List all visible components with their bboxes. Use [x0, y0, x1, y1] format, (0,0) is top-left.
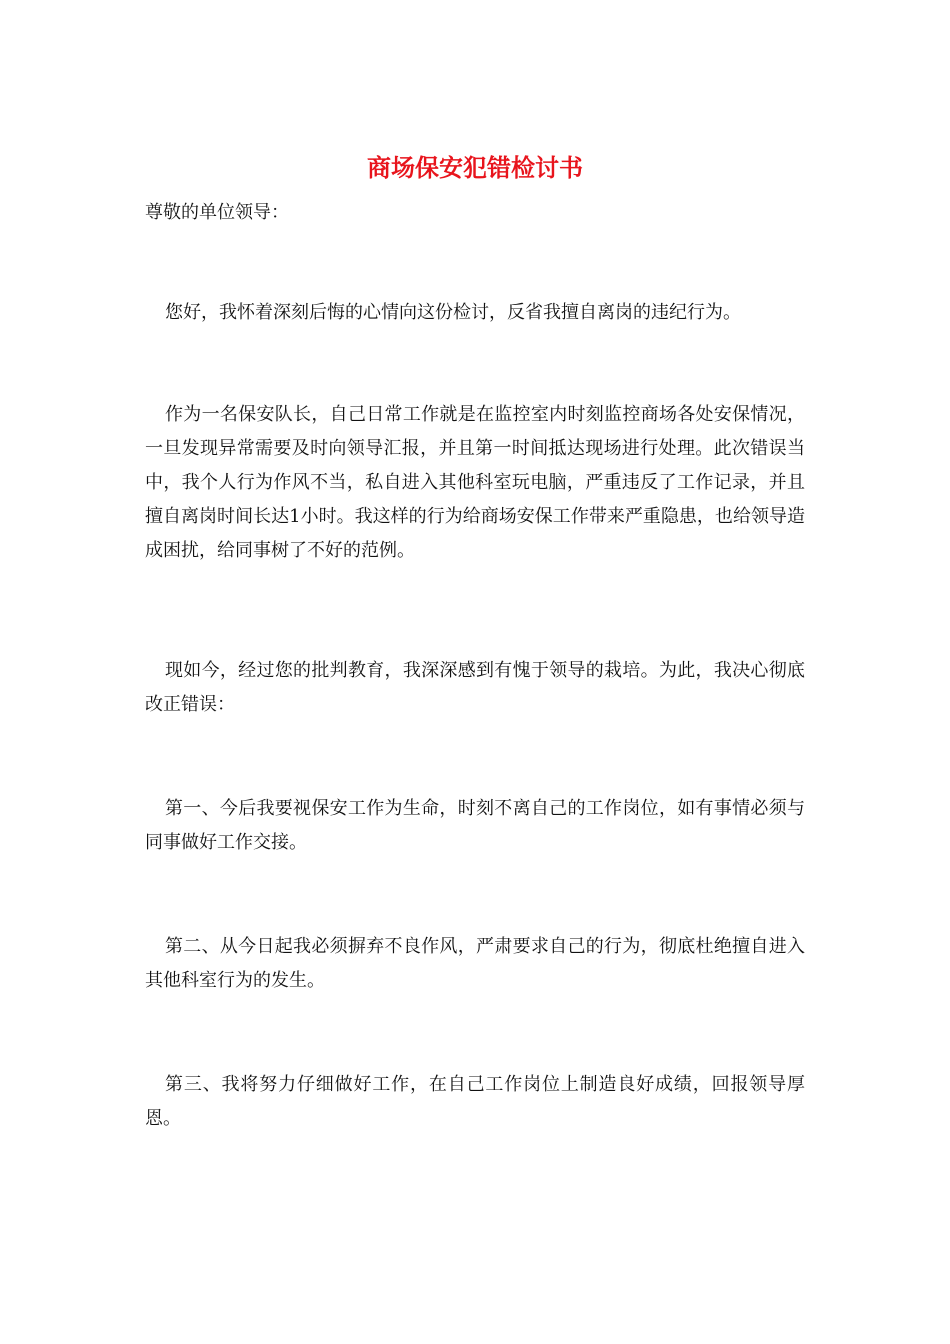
paragraph-greeting: 您好，我怀着深刻后悔的心情向这份检讨，反省我擅自离岗的违纪行为。 — [165, 302, 741, 323]
document-title: 商场保安犯错检讨书 — [367, 153, 583, 182]
paragraph-point-one: 第一、今后我要视保安工作为生命，时刻不离自己的工作岗位，如有事情必须与同事做好工作交接。 — [145, 798, 805, 853]
salutation: 尊敬的单位领导： — [145, 202, 289, 223]
paragraph-description: 作为一名保安队长，自己日常工作就是在监控室内时刻监控商场各处安保情况，一旦发现异常需要及时向领导汇报，并且第一时间抵达现场进行处理。此次错误当中，我个人行为作风不当，私自进入其他科室玩电脑，严重违反了工作记录，并且擅自离岗时间长达1小时。我这样的行为给商场安保工作带来严重隐患，也给领导造成困扰，给同事树了不好的范例。 — [145, 404, 805, 561]
paragraph-point-two: 第二、从今日起我必须摒弃不良作风，严肃要求自己的行为，彻底杜绝擅自进入其他科室行为的发生。 — [145, 936, 805, 991]
paragraph-point-three: 第三、我将努力仔细做好工作，在自己工作岗位上制造良好成绩，回报领导厚恩。 — [145, 1074, 805, 1129]
paragraph-resolution: 现如今，经过您的批判教育，我深深感到有愧于领导的栽培。为此，我决心彻底改正错误： — [145, 660, 805, 715]
